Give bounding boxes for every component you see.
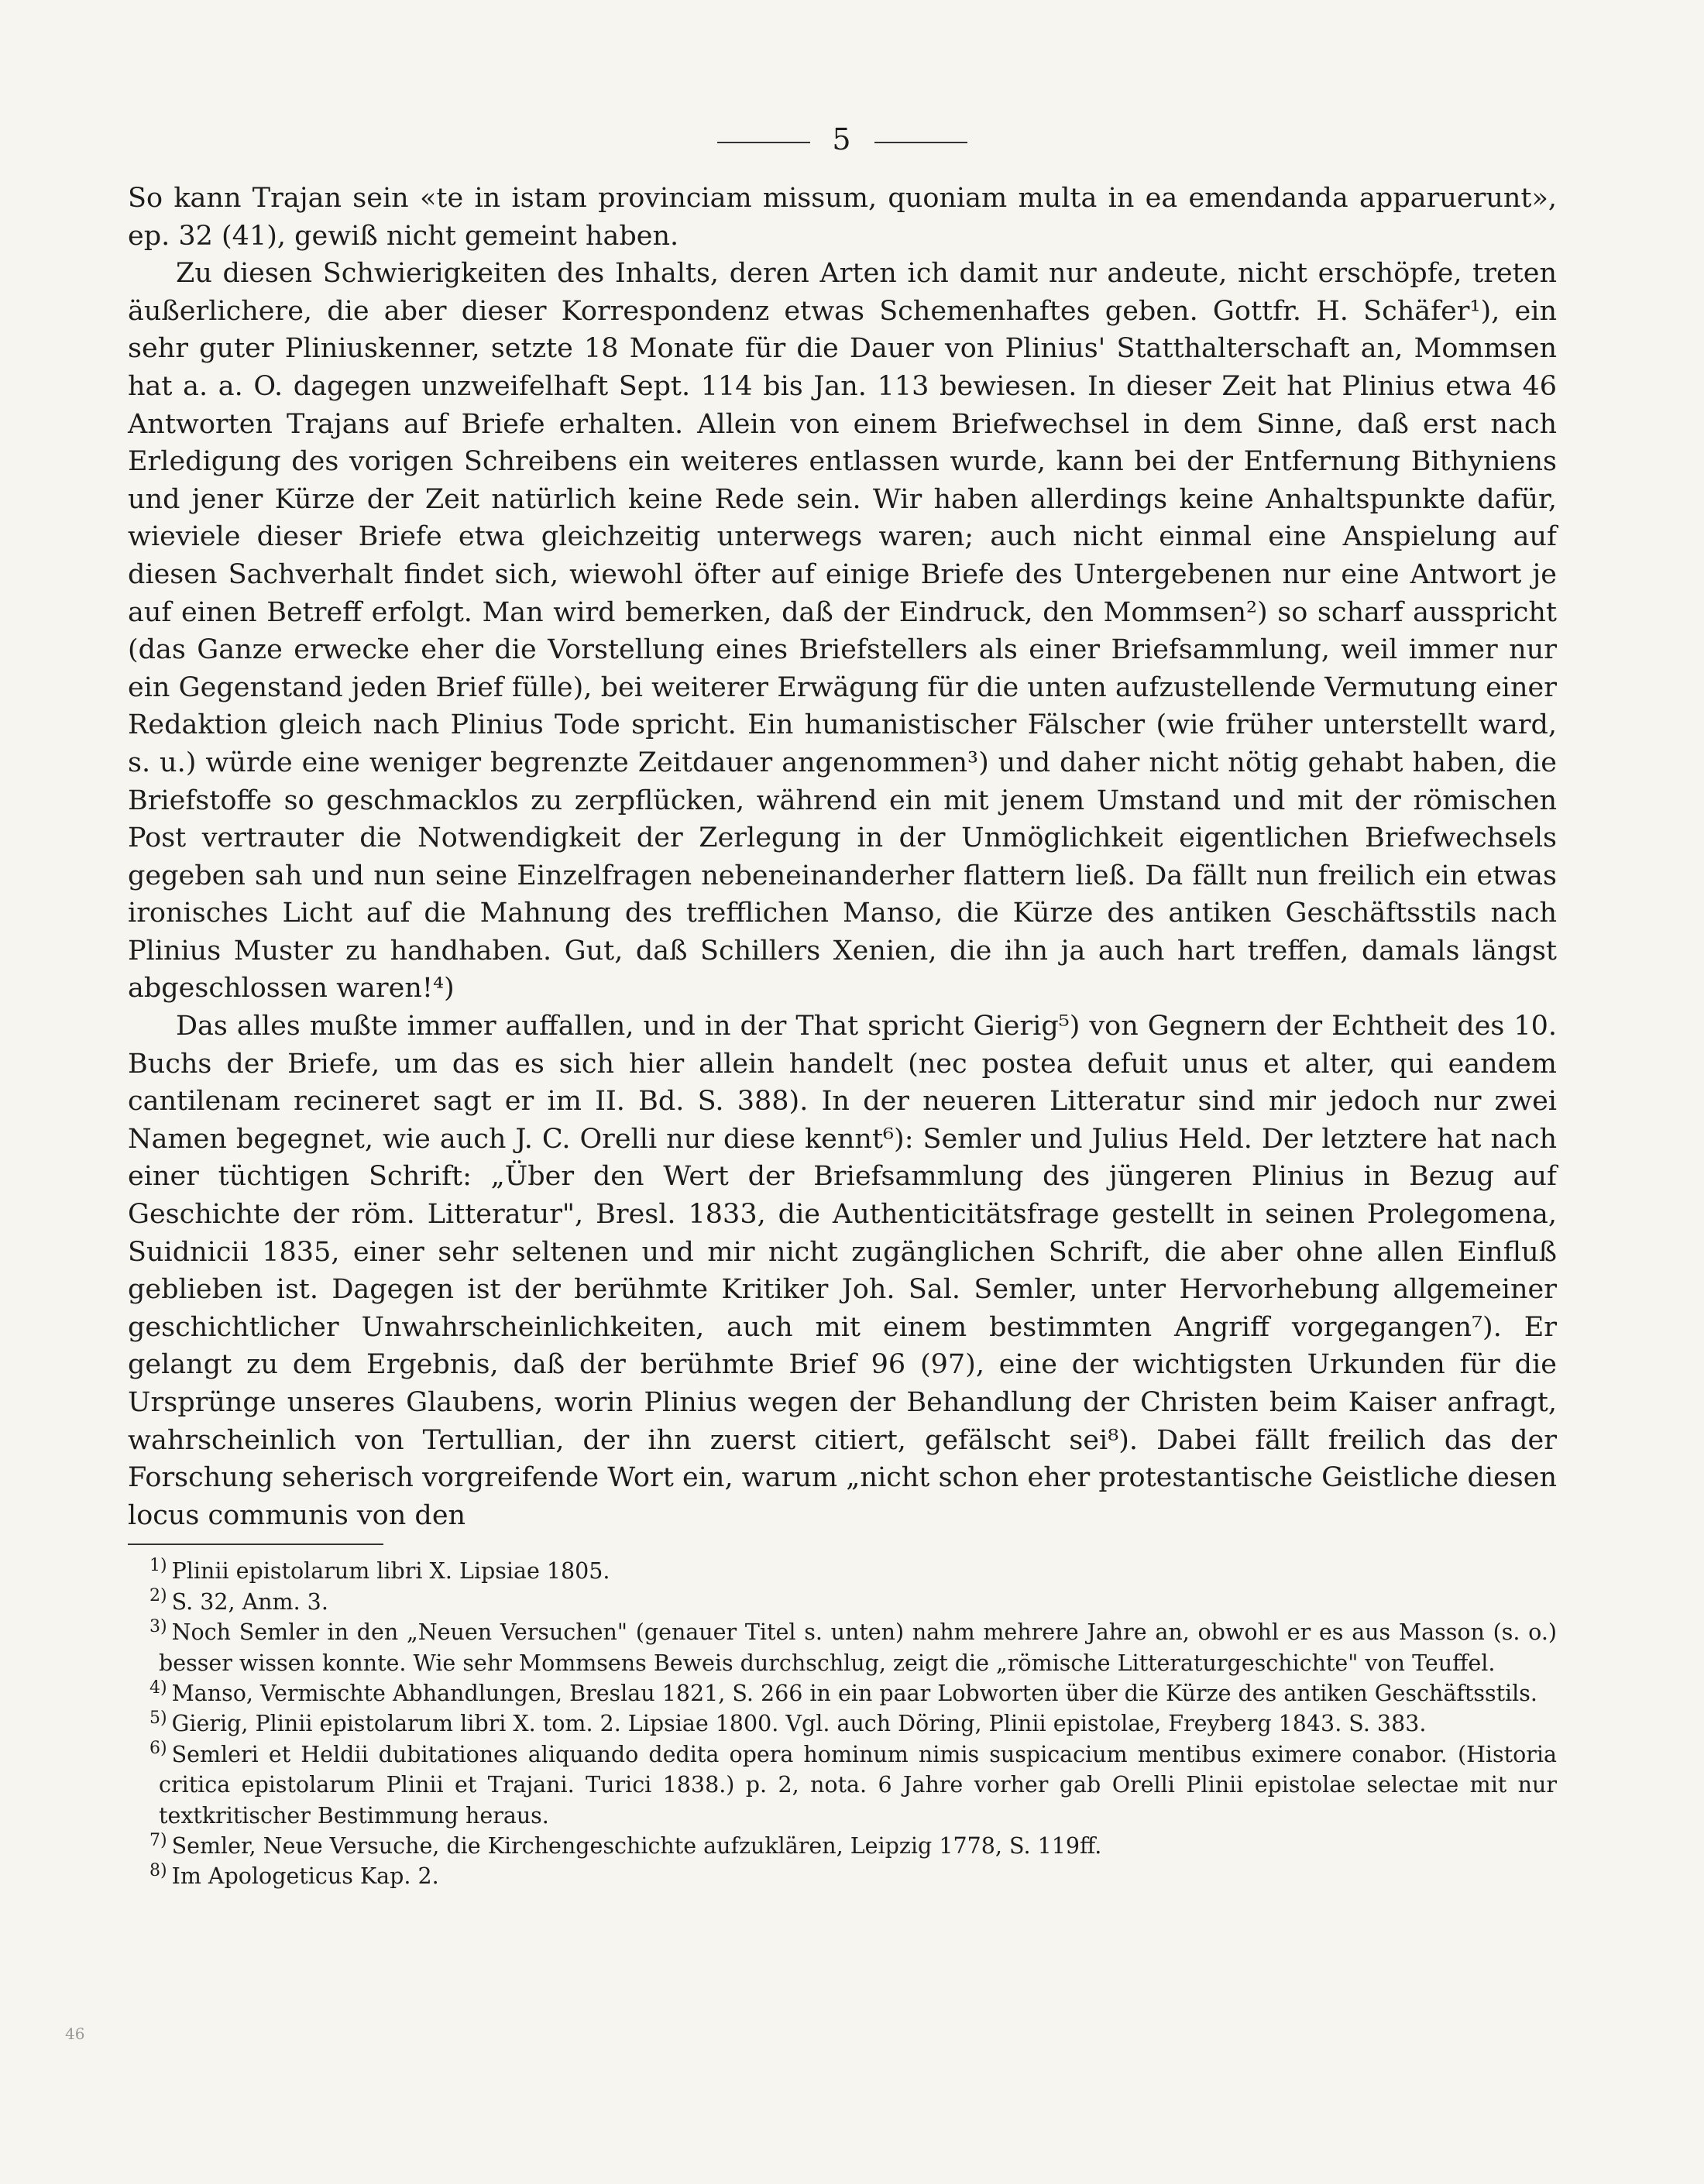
paragraph: Zu diesen Schwierigkeiten des Inhalts, deren Arten ich damit nur andeute, nicht erschöpfe, treten äußerlichere, die aber dieser Korrespondenz etwas Schemenhaftes geben. Gottfr. H. Schäfer¹), ein sehr guter Pliniuskenner, setzte 18 Monate für die Dauer von Plinius' Statthalterschaft an, Mommsen hat a. a. O. dagegen unzweifelhaft Sept. 114 bis Jan. 113 bewiesen. In dieser Zeit hat Plinius etwa 46 Antworten Trajans auf Briefe erhalten. Allein von einem Briefwechsel in dem Sinne, daß erst nach Erledigung des vorigen Schreibens ein weiteres entlassen wurde, kann bei der Entfernung Bithyniens und jener Kürze der Zeit natürlich keine Rede sein. Wir haben allerdings keine Anhaltspunkte dafür, wieviele dieser Briefe etwa gleichzeitig unterwegs waren; auch nicht einmal eine Anspielung auf diesen Sachverhalt findet sich, wiewohl öfter auf einige Briefe des Untergebenen nur eine Antwort je auf einen Betreff erfolgt. Man wird bemerken, daß der Eindruck, den Mommsen²) so scharf ausspricht (das Ganze erwecke eher die Vorstellung eines Briefstellers als einer Briefsammlung, weil immer nur ein Gegenstand jeden Brief fülle), bei weiterer Erwägung für die unten aufzustellende Vermutung einer Redaktion gleich nach Plinius Tode spricht. Ein humanistischer Fälscher (wie früher unterstellt ward, s. u.) würde eine weniger begrenzte Zeitdauer angenommen³) und daher nicht nötig gehabt haben, die Briefstoffe so geschmacklos zu zerpflücken, während ein mit jenem Umstand und mit der römischen Post vertrauter die Notwendigkeit der Zerlegung in der Unmöglichkeit eigentlichen Briefwechsels gegeben sah und nun seine Einzelfragen nebeneinanderher flattern ließ. Da fällt nun freilich ein etwas ironisches Licht auf die Mahnung des trefflichen Manso, die Kürze des antiken Geschäftsstils nach Plinius Muster zu handhaben. Gut, daß Schillers Xenien, die ihn ja auch hart treffen, damals längst abgeschlossen waren!⁴) (128, 258, 1557, 1004)
paragraph: So kann Trajan sein «te in istam provinciam missum, quoniam multa in ea emendanda apparuerunt», ep. 32 (41), gewiß nicht gemeint haben. (128, 183, 1557, 252)
footnote-text: Semler, Neue Versuche, die Kirchengeschichte aufzuklären, Leipzig 1778, S. 119ff. (171, 1833, 1102, 1859)
footnote: 8) Im Apologeticus Kap. 2. (149, 1860, 439, 1890)
page-number: 5 (832, 122, 853, 156)
footnote-text: S. 32, Anm. 3. (171, 1588, 328, 1615)
footnote: 7) Semler, Neue Versuche, die Kirchengeschichte aufzuklären, Leipzig 1778, S. 119ff. (149, 1830, 1102, 1859)
footnote-text: Plinii epistolarum libri X. Lipsiae 1805. (171, 1558, 610, 1585)
footnote-text: Manso, Vermischte Abhandlungen, Breslau 1821, S. 266 in ein paar Lobworten über die Kürze des antiken Geschäftsstils. (171, 1681, 1537, 1706)
header-dash-left (717, 142, 810, 143)
footnotes (128, 1556, 1557, 1891)
page-header (128, 116, 1557, 163)
footnote-text: Gierig, Plinii epistolarum libri X. tom. 2. Lipsiae 1800. Vgl. auch Döring, Plinii epistolae, Freyberg 1843. S. 383. (171, 1711, 1427, 1737)
body-text (128, 180, 1557, 1534)
footnote-text: Im Apologeticus Kap. 2. (171, 1863, 439, 1890)
footnote: 3) Noch Semler in den „Neuen Versuchen" (genauer Titel s. unten) nahm mehrere Jahre an, obwohl er es aus Masson (s. o.) besser wissen konnte. Wie sehr Mommsens Beweis durchschlug, zeigt die „römische Litteraturgeschichte" von Teuffel. (149, 1616, 1557, 1676)
paragraph: Das alles mußte immer auffallen, und in der That spricht Gierig⁵) von Gegnern der Echtheit des 10. Buchs der Briefe, um das es sich hier allein handelt (nec postea defuit unus et alter, qui eandem cantilenam recineret sagt er im II. Bd. S. 388). In der neueren Litteratur sind mir jedoch nur zwei Namen begegnet, wie auch J. C. Orelli nur diese kennt⁶): Semler und Julius Held. Der letztere hat nach einer tüchtigen Schrift: „Über den Wert der Briefsammlung des jüngeren Plinius in Bezug auf Geschichte der röm. Litteratur", Bresl. 1833, die Authenticitätsfrage gestellt in seinen Prolegomena, Suidnicii 1835, einer sehr seltenen und mir nicht zugänglichen Schrift, die aber ohne allen Einfluß geblieben ist. Dagegen ist der berühmte Kritiker Joh. Sal. Semler, unter Hervorhebung allgemeiner geschichtlicher Unwahrscheinlichkeiten, auch mit einem bestimmten Angriff vorgegangen⁷). Er gelangt zu dem Ergebnis, daß der berühmte Brief 96 (97), eine der wichtigsten Urkunden für die Ursprünge unseres Glaubens, worin Plinius wegen der Behandlung der Christen beim Kaiser anfragt, wahrscheinlich von Tertullian, der ihn zuerst citiert, gefälscht sei⁸). Dabei fällt freilich das der Forschung seherisch vorgreifende Wort ein, warum „nicht schon eher protestantische Geistliche diesen locus communis von den (128, 1011, 1557, 1531)
footnote-divider (128, 1544, 383, 1545)
margin-mark: 46 (65, 2024, 85, 2043)
footnote: 2) S. 32, Anm. 3. (149, 1586, 328, 1615)
footnote: 6) Semleri et Heldii dubitationes aliquando dedita opera hominum nimis suspicacium mentibus eximere conabor. (Historia critica epistolarum Plinii et Trajani. Turici 1838.) p. 2, nota. 6 Jahre vorher gab Orelli Plinii epistolae selectae mit nur textkritischer Bestimmung heraus. (149, 1739, 1557, 1829)
footnote-text: Noch Semler in den „Neuen Versuchen" (genauer Titel s. unten) nahm mehrere Jahre an, obwohl er es aus Masson (s. o.) besser wissen konnte. Wie sehr Mommsens Beweis durchschlug, zeigt die „römische Litteraturgeschichte" von Teuffel. (159, 1619, 1557, 1676)
footnote: 5) Gierig, Plinii epistolarum libri X. tom. 2. Lipsiae 1800. Vgl. auch Döring, Plinii epistolae, Freyberg 1843. S. 383. (149, 1708, 1427, 1737)
document-page (128, 116, 1557, 1892)
header-dash-right (874, 142, 967, 143)
footnote: 1) Plinii epistolarum libri X. Lipsiae 1805. (149, 1555, 610, 1585)
footnote-text: Semleri et Heldii dubitationes aliquando dedita opera hominum nimis suspicacium mentibus eximere conabor. (Historia critica epistolarum Plinii et Trajani. Turici 1838.) p. 2, nota. 6 Jahre vorher gab Orelli Plinii epistolae selectae mit nur textkritischer Bestimmung heraus. (159, 1741, 1557, 1829)
footnote: 4) Manso, Vermischte Abhandlungen, Breslau 1821, S. 266 in ein paar Lobworten über die Kürze des antiken Geschäftsstils. (149, 1677, 1537, 1706)
